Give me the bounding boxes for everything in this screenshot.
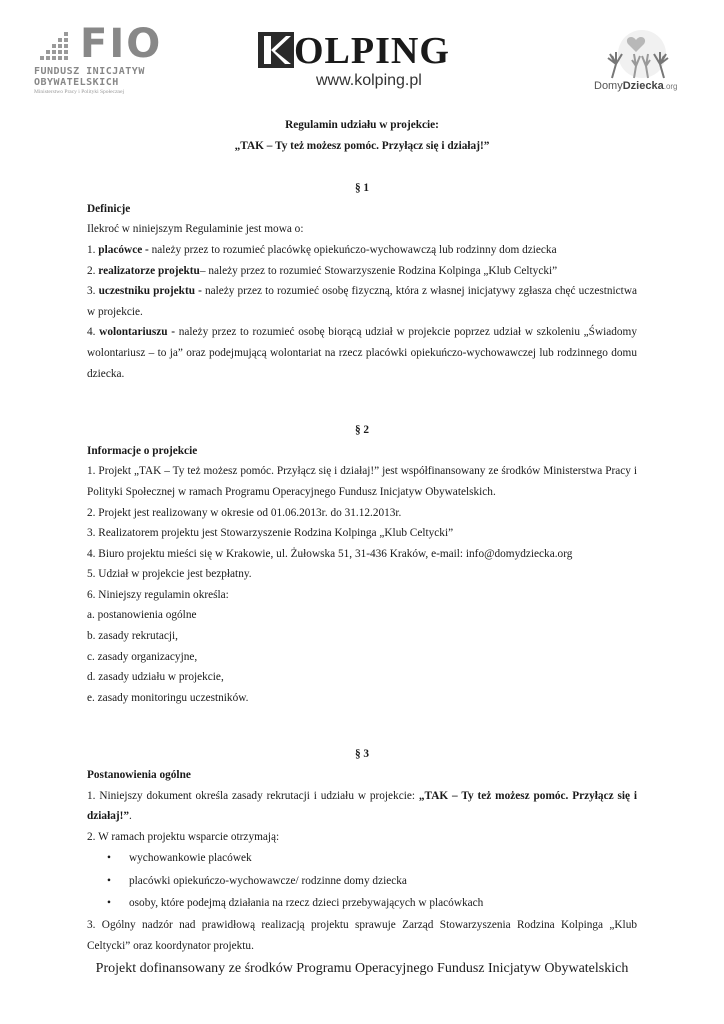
list-item: • osoby, które podejmą działania na rzecz dzieci przebywających w placówkach (87, 892, 637, 915)
info-item: 4. Biuro projektu mieści się w Krakowie, ul. Żułowska 51, 31-436 Kraków, e-mail: info@domydziecka.org (87, 547, 573, 560)
fio-logo-text: FIO (80, 21, 163, 67)
page-header (0, 0, 724, 100)
definition-item: 2. realizatorze projektu– należy przez to rozumieć Stowarzyszenie Rodzina Kolpinga „Klub Celtycki” (87, 264, 558, 277)
fio-dots-icon (34, 30, 78, 66)
info-item: 2. Projekt jest realizowany w okresie od 01.06.2013r. do 31.12.2013r. (87, 506, 402, 519)
info-subitem: e. zasady monitoringu uczestników. (87, 691, 249, 704)
info-subitem: b. zasady rekrutacji, (87, 630, 178, 643)
fio-logo-subtitle: Ministerstwo Pracy i Polityki Społecznej (34, 89, 125, 95)
kolping-logo-text: OLPING (294, 30, 450, 72)
hands-heart-icon (594, 28, 690, 80)
document-title: Regulamin udziału w projekcie: „TAK – Ty też możesz pomóc. Przyłącz się i działaj!” (234, 119, 490, 152)
section-mark-2: § 2 (354, 424, 370, 437)
definitions-intro: Ilekroć w niniejszym Regulaminie jest mowa o: (87, 223, 304, 236)
section-heading-project-info: Informacje o projekcie (87, 444, 198, 457)
definition-item: 3. uczestniku projektu - należy przez to rozumieć osobę fizyczną, która z własnej inicjatywy zgłasza chęć uczestnictwa w projekcie. (87, 285, 637, 318)
kolping-k-icon (258, 32, 294, 68)
info-subitem: c. zasady organizacyjne, (87, 650, 198, 663)
provision-item: 3. Ogólny nadzór nad prawidłową realizacją projektu sprawuje Zarząd Stowarzyszenia Rodzina Kolpinga „Klub Celtycki” oraz koordynator projektu. (87, 918, 637, 952)
definition-item: 1. placówce - należy przez to rozumieć placówkę opiekuńczo-wychowawczą lub rodzinny dom dziecka (87, 243, 557, 256)
kolping-k-mark (258, 32, 294, 68)
support-list (87, 847, 637, 915)
kolping-logo (258, 28, 478, 98)
list-item: • placówki opiekuńczo-wychowawcze/ rodzinne domy dziecka (87, 870, 637, 893)
provision-item: 2. W ramach projektu wsparcie otrzymają: (87, 830, 280, 843)
info-subitem: d. zasady udziału w projekcie, (87, 671, 224, 684)
list-item: • wychowankowie placówek (87, 847, 637, 870)
info-item: 3. Realizatorem projektu jest Stowarzyszenie Rodzina Kolpinga „Klub Celtycki” (87, 527, 454, 540)
section-heading-definitions: Definicje (87, 202, 131, 215)
info-item: 6. Niniejszy regulamin określa: (87, 588, 229, 601)
fio-logo (30, 21, 163, 96)
domydziecka-logo-text: DomyDziecka.org (594, 80, 678, 92)
info-subitem: a. postanowienia ogólne (87, 609, 197, 622)
fio-logo-caption: FUNDUSZ INICJATYW OBYWATELSKICH (34, 66, 145, 88)
document-body (87, 115, 637, 956)
info-item: 5. Udział w projekcie jest bezpłatny. (87, 568, 252, 581)
info-item: 1. Projekt „TAK – Ty też możesz pomóc. Przyłącz się i działaj!” jest współfinansowany ze środków Ministerstwa Pracy i Polityki Społecznej w ramach Programu Operacyjnego Fundusz Inicjatyw Obywatelskich. (87, 465, 637, 498)
section-heading-general-provisions: Postanowienia ogólne (87, 769, 191, 782)
domydziecka-logo (594, 28, 694, 100)
section-mark-3: § 3 (354, 748, 370, 761)
definition-item: 4. wolontariuszu - należy przez to rozumieć osobę biorącą udział w projekcie poprzez udział w szkoleniu „Świadomy wolontariusz – to ja” oraz podejmującą wolontariat na rzecz placówki opiekuńczo-wychowawczej lub rodzinnego domu dziecka. (87, 326, 637, 380)
section-mark-1: § 1 (354, 182, 370, 195)
provision-item: 1. Niniejszy dokument określa zasady rekrutacji i udziału w projekcie: „TAK – Ty też możesz pomóc. Przyłącz się i działaj!”. (87, 789, 638, 823)
kolping-url: www.kolping.pl (316, 72, 422, 89)
page-footer: Projekt dofinansowany ze środków Programu Operacyjnego Fundusz Inicjatyw Obywatelskich (95, 961, 629, 976)
